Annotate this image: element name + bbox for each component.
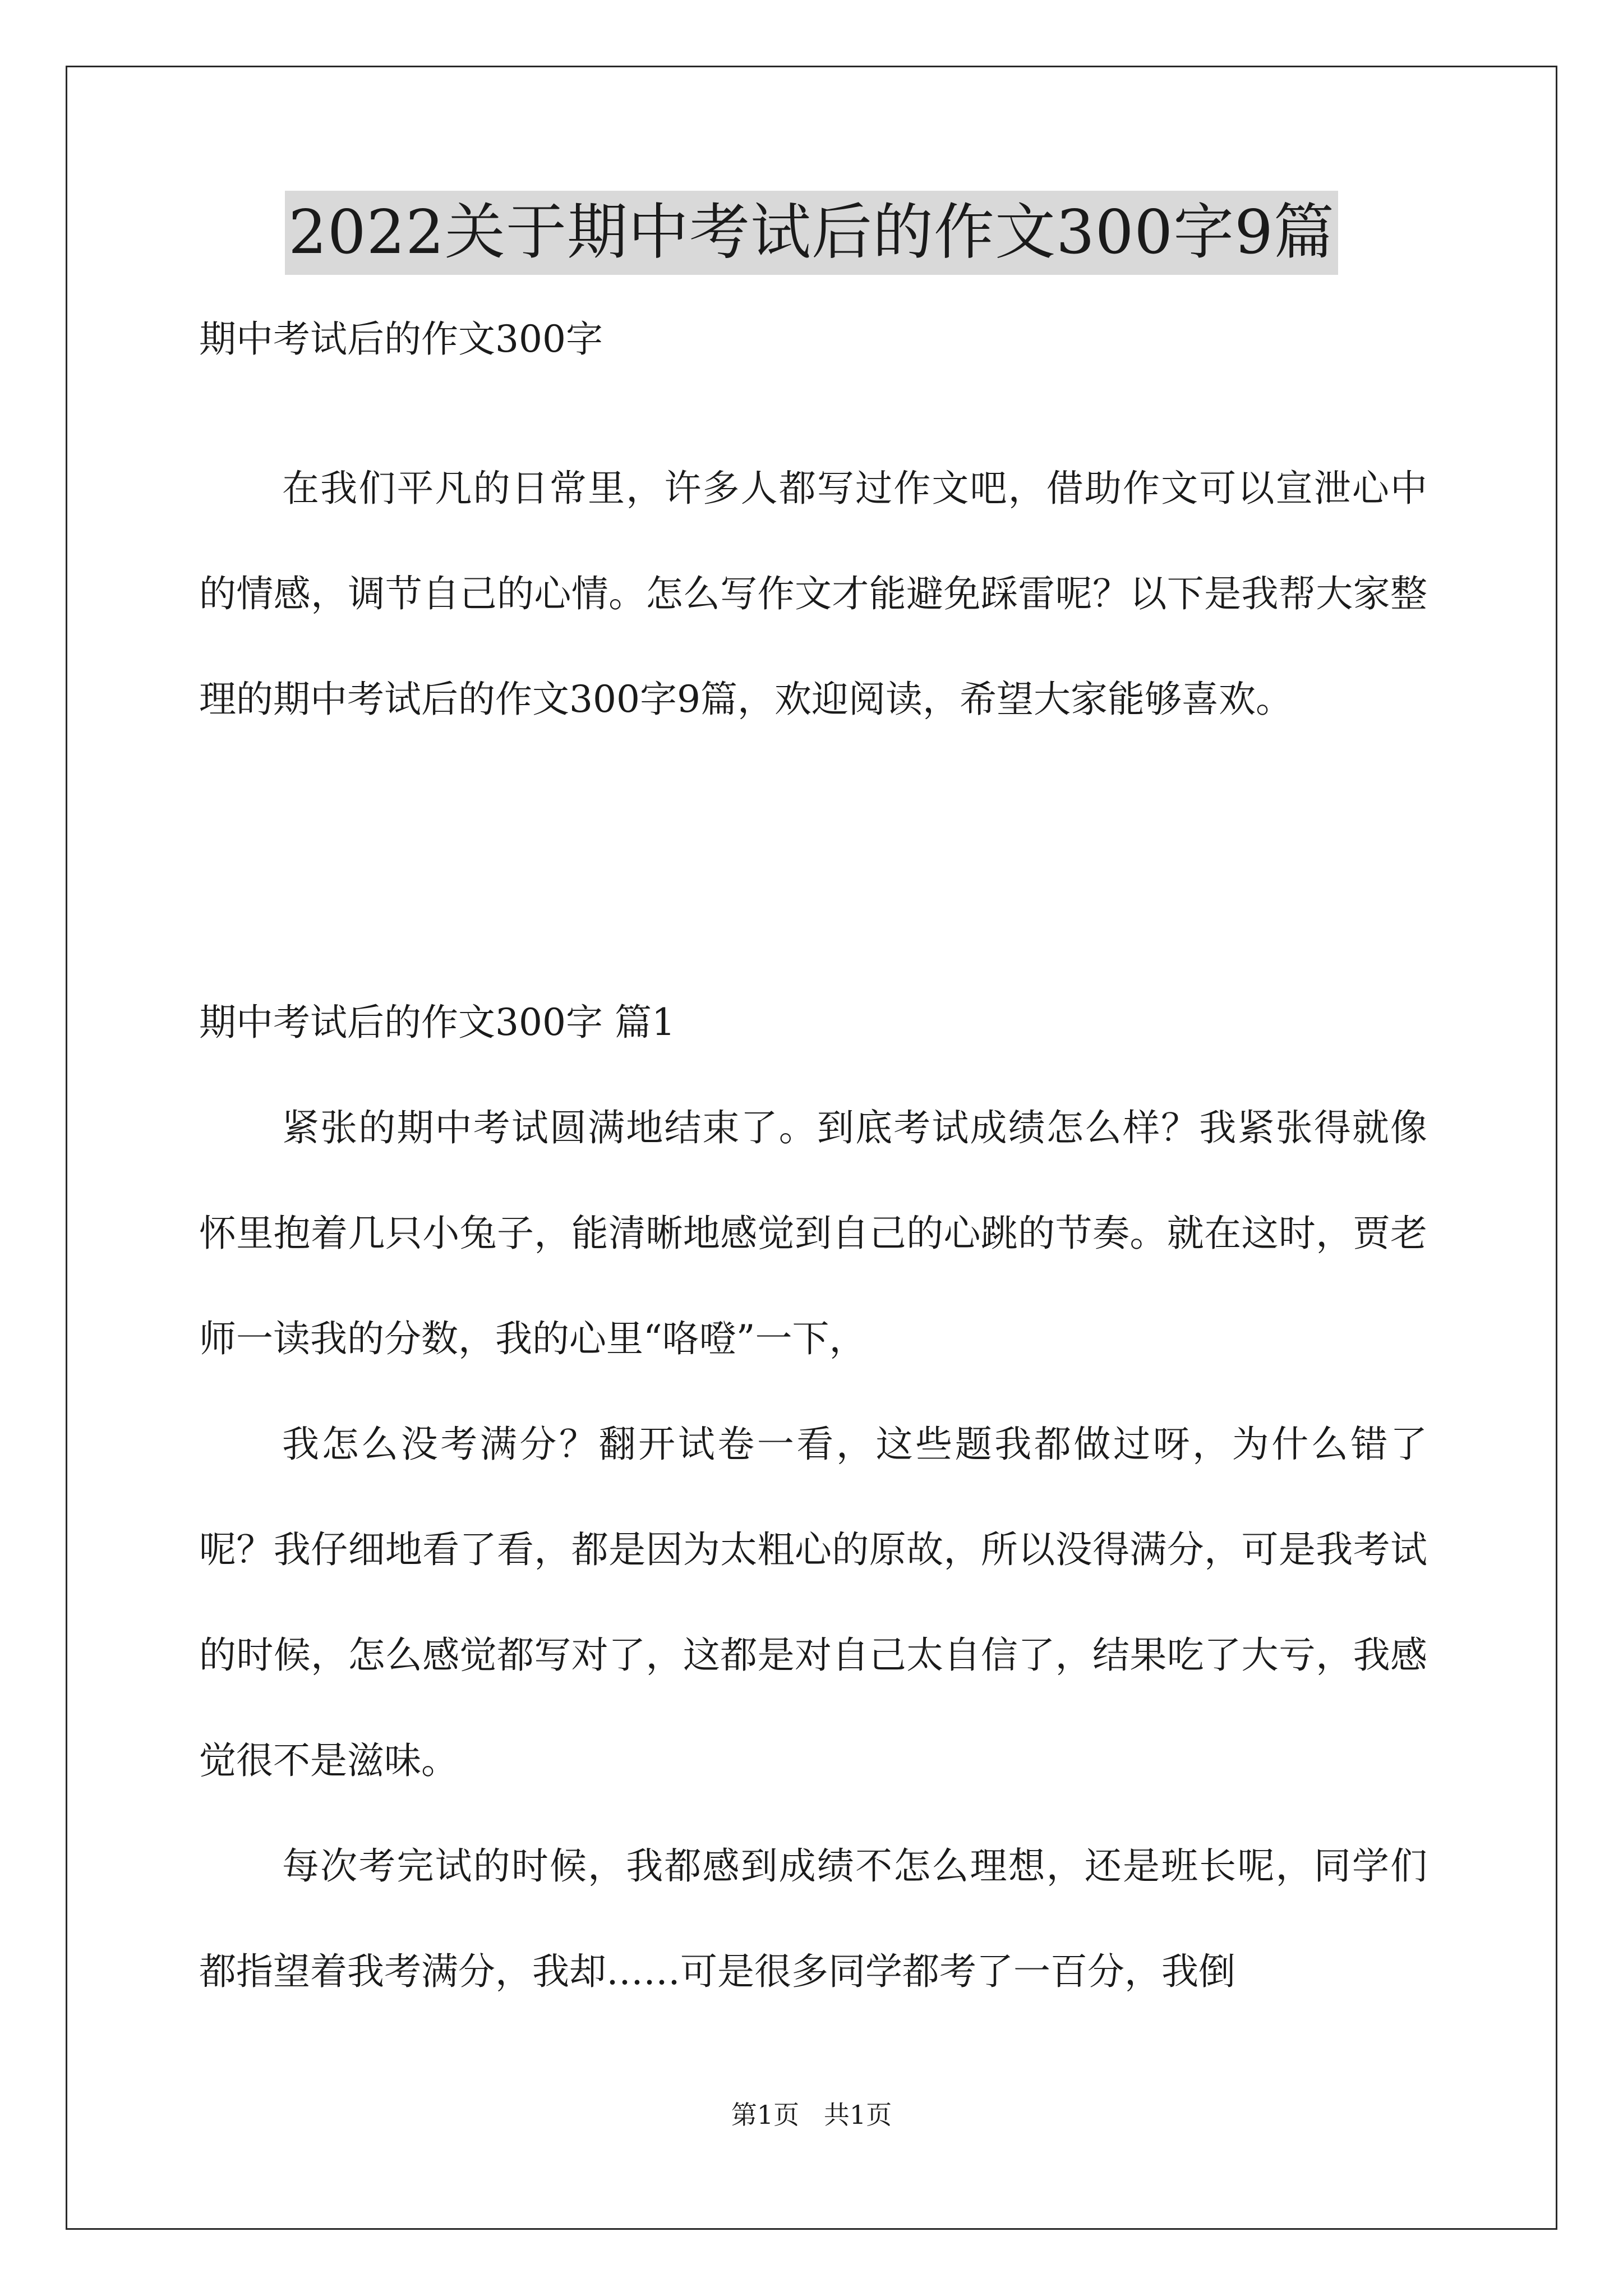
essay-1-heading: 期中考试后的作文300字 篇1 [199, 1001, 675, 1044]
title-container [0, 191, 1623, 275]
essay-1-paragraph: 每次考完试的时候，我都感到成绩不怎么理想，还是班长呢，同学们都指望着我考满分，我却……可是很多同学都考了一百分，我倒 [199, 1844, 1427, 1993]
essay-1-paragraph: 我怎么没考满分？翻开试卷一看，这些题我都做过呀，为什么错了呢？我仔细地看了看，都是因为太粗心的原故，所以没得满分，可是我考试的时候，怎么感觉都写对了，这都是对自己太自信了，结果吃了大亏，我感觉很不是滋味。 [199, 1423, 1427, 1782]
intro-heading: 期中考试后的作文300字 [199, 318, 603, 361]
document-title: 2022关于期中考试后的作文300字9篇 [285, 191, 1338, 275]
page-footer: 第1页 共1页 [731, 2100, 892, 2130]
essay-1-paragraph: 紧张的期中考试圆满地结束了。到底考试成绩怎么样？我紧张得就像怀里抱着几只小兔子，能清晰地感觉到自己的心跳的节奏。就在这时，贾老师一读我的分数，我的心里“咯噔”一下， [199, 1106, 1427, 1360]
intro-paragraph: 在我们平凡的日常里，许多人都写过作文吧，借助作文可以宣泄心中的情感，调节自己的心情。怎么写作文才能避免踩雷呢？以下是我帮大家整理的期中考试后的作文300字9篇，欢迎阅读，希望大家能够喜欢。 [199, 467, 1427, 721]
